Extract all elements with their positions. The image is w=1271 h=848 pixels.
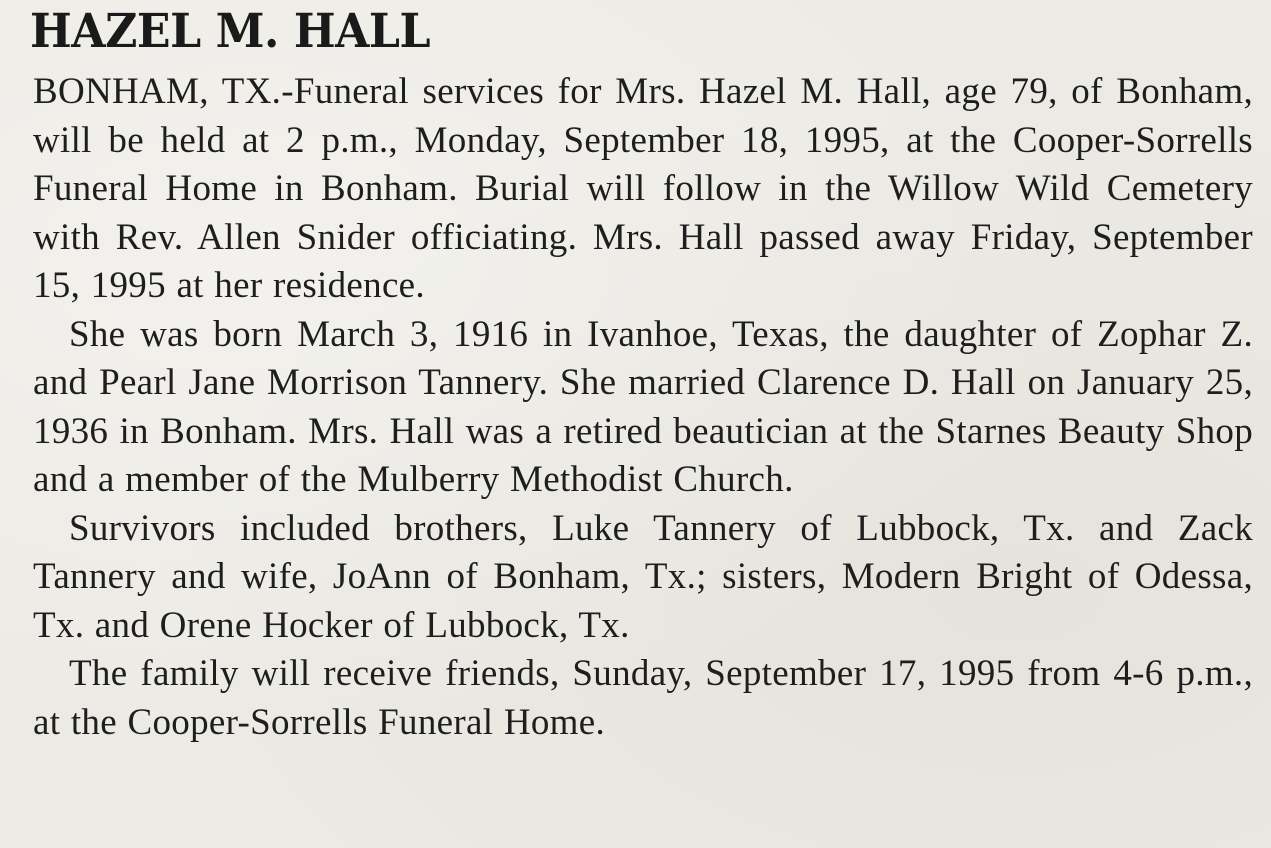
- obituary-headline: HAZEL M. HALL: [30, 4, 431, 59]
- obituary-paragraph-funeral: BONHAM, TX.-Funeral services for Mrs. Hazel M. Hall, age 79, of Bonham, will be held at 2 p.m., Monday, September 18, 1995, at the Cooper-Sorrells Funeral Home in Bonham. Burial will follow in the Willow Wild Cemetery with Rev. Allen Snider officiating. Mrs. Hall passed away Friday, September 15, 1995 at her residence.: [33, 71, 1253, 306]
- obituary-paragraph-biography: She was born March 3, 1916 in Ivanhoe, Texas, the daughter of Zophar Z. and Pearl Jane Morrison Tannery. She married Clarence D. Hall on January 25, 1936 in Bonham. Mrs. Hall was a retired beautician at the Starnes Beauty Shop and a member of the Mulberry Methodist Church.: [33, 313, 1253, 500]
- obituary-paragraph-visitation: The family will receive friends, Sunday, September 17, 1995 from 4-6 p.m., at the Cooper-Sorrells Funeral Home.: [33, 653, 1253, 743]
- obituary-body: [33, 68, 1253, 747]
- obituary-paragraph-survivors: Survivors included brothers, Luke Tannery of Lubbock, Tx. and Zack Tannery and wife, JoAnn of Bonham, Tx.; sisters, Modern Bright of Odessa, Tx. and Orene Hocker of Lubbock, Tx.: [33, 507, 1253, 646]
